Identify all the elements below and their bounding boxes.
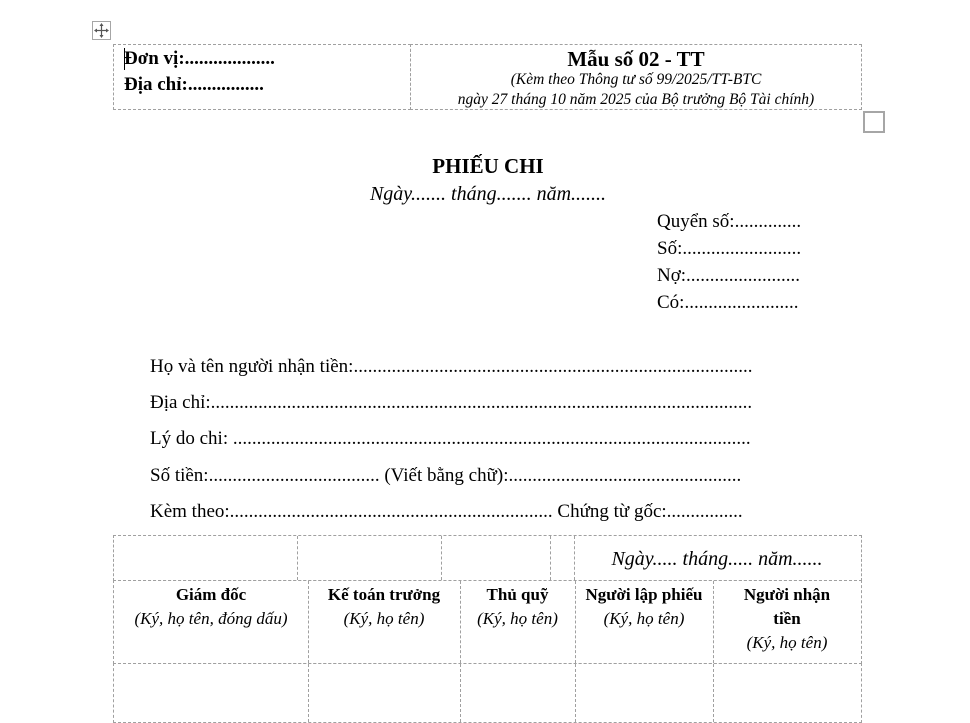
signature-space-row[interactable] <box>113 663 862 723</box>
credit-account: Có:........................ <box>657 292 799 313</box>
grid-divider <box>308 664 309 722</box>
form-number: Mẫu số 02 - TT <box>567 47 705 71</box>
role-note: (Ký, họ tên, đóng dấu) <box>134 609 288 628</box>
recipient-name-field: Họ và tên người nhận tiền:.................................................................................... <box>150 356 753 377</box>
header-form-cell[interactable] <box>410 44 862 110</box>
grid-divider <box>441 536 442 580</box>
move-arrows-icon <box>93 22 110 39</box>
role-note: (Ký, họ tên) <box>477 609 558 628</box>
signature-date-line: Ngày..... tháng..... năm...... <box>611 548 823 570</box>
address-label: Địa chỉ:................ <box>124 74 264 95</box>
grid-divider <box>550 536 551 580</box>
role-note: (Ký, họ tên) <box>343 609 425 628</box>
attachments-field: Kèm theo:.................................................................... Chứng từ gốc:................ <box>150 501 743 522</box>
grid-divider <box>713 664 714 722</box>
reason-field: Lý do chi: ............................................................................................................. <box>150 428 751 449</box>
signature-cell-cashier[interactable] <box>460 581 575 631</box>
document-title: PHIẾU CHI <box>432 154 544 178</box>
form-reference-line2: ngày 27 tháng 10 năm 2025 của Bộ trưởng Bộ Tài chính) <box>457 91 815 108</box>
grid-divider <box>575 664 576 722</box>
role-title-line2: tiền <box>773 609 801 628</box>
role-title: Người lập phiếu <box>585 585 703 604</box>
role-title-line1: Người nhận <box>743 585 831 604</box>
grid-divider <box>460 664 461 722</box>
role-title: Giám đốc <box>175 585 247 604</box>
signature-cell-director[interactable] <box>114 581 308 631</box>
role-note: (Ký, họ tên) <box>746 633 828 652</box>
form-reference-line1: (Kèm theo Thông tư số 99/2025/TT-BTC <box>510 71 762 88</box>
debit-account: Nợ:........................ <box>657 265 801 286</box>
table-resize-handle[interactable] <box>863 111 885 133</box>
unit-label: Đơn vị:................... <box>124 48 275 69</box>
role-title: Thủ quỹ <box>486 585 549 604</box>
grid-divider <box>297 536 298 580</box>
table-move-handle[interactable] <box>92 21 111 40</box>
signature-cell-preparer[interactable] <box>575 581 713 631</box>
book-number: Quyển số:.............. <box>657 211 802 232</box>
signature-cell-chief-accountant[interactable] <box>308 581 460 631</box>
role-note: (Ký, họ tên) <box>603 609 685 628</box>
voucher-number: Số:......................... <box>657 238 802 259</box>
role-title: Kế toán trưởng <box>327 585 441 604</box>
signature-cell-recipient[interactable] <box>713 581 861 655</box>
header-unit-cell[interactable] <box>113 44 411 110</box>
address-field: Địa chỉ:.................................................................................................................. <box>150 392 753 413</box>
signature-date-row <box>113 535 862 581</box>
document-date-line: Ngày....... tháng....... năm....... <box>369 183 607 205</box>
amount-field: Số tiền:.................................... (Viết bằng chữ):................................................. <box>150 465 742 486</box>
signature-roles-row <box>113 580 862 664</box>
